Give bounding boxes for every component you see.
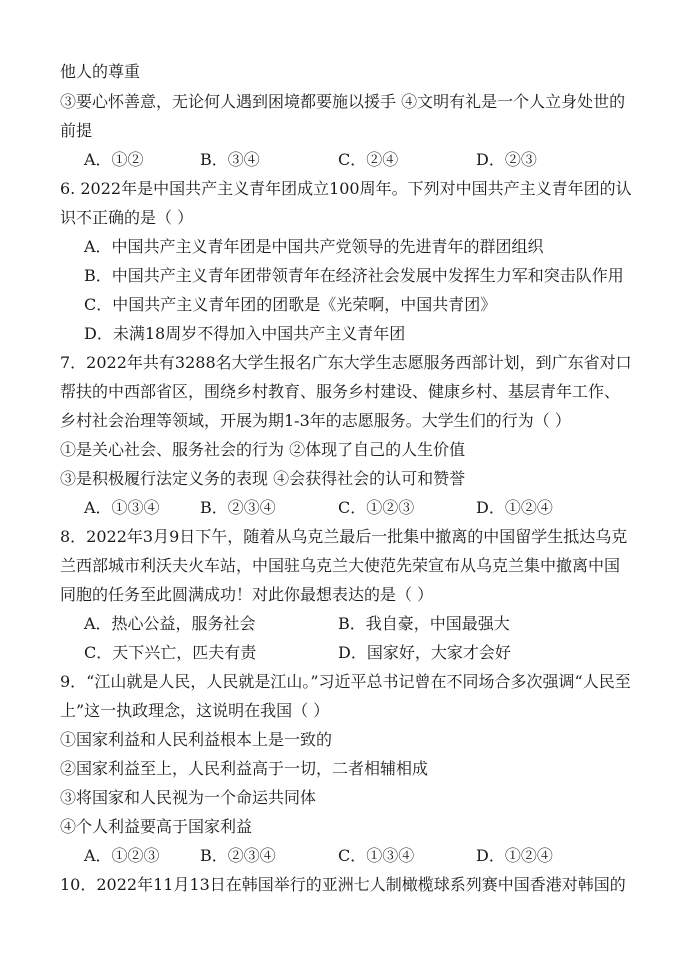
statement-line: ④个人利益要高于国家利益	[60, 817, 253, 836]
option-a: A．中国共产主义青年团是中国共产党领导的先进青年的群团组织	[84, 237, 544, 256]
option-b: B．②③④	[200, 846, 276, 865]
text-line: 他人的尊重	[60, 62, 141, 81]
question-10: 10．2022年11月13日在韩国举行的亚洲七人制橄榄球系列赛中国香港对韩国的	[60, 875, 626, 894]
option-b: B．③④	[200, 150, 260, 169]
text-line: 乡村社会治理等领域，开展为期1-3年的志愿服务。大学生们的行为（ ）	[60, 411, 571, 430]
statement-line: ①是关心社会、服务社会的行为 ②体现了自己的人生价值	[60, 440, 466, 459]
option-b: B．我自豪，中国最强大	[338, 614, 510, 633]
option-d: D．①②④	[476, 846, 553, 865]
option-d: D．未满18周岁不得加入中国共产主义青年团	[84, 324, 406, 343]
option-c: C．①②③	[338, 498, 415, 517]
option-a: A．①②	[84, 150, 144, 169]
option-c: C．②④	[338, 150, 399, 169]
option-a: A．①②③	[84, 846, 160, 865]
option-c: C．①③④	[338, 846, 415, 865]
option-d: D．①②④	[476, 498, 553, 517]
text-line: 上”这一执政理念，这说明在我国（ ）	[60, 701, 330, 720]
text-line: 识不正确的是（ ）	[60, 208, 194, 227]
question-6: 6. 2022年是中国共产主义青年团成立100周年。下列对中国共产主义青年团的认	[60, 179, 632, 198]
option-d: D．②③	[476, 150, 537, 169]
question-9: 9．“江山就是人民，人民就是江山。”习近平总书记曾在不同场合多次强调“人民至	[60, 672, 631, 691]
question-8: 8．2022年3月9日下午，随着从乌克兰最后一批集中撤离的中国留学生抵达乌克	[60, 527, 628, 546]
option-a: A．热心公益，服务社会	[84, 614, 256, 633]
text-line: 帮扶的中西部省区，围绕乡村教育、服务乡村建设、健康乡村、基层青年工作、	[60, 382, 621, 401]
statement-line: ①国家利益和人民利益根本上是一致的	[60, 730, 333, 749]
text-line: 同胞的任务至此圆满成功！对此你最想表达的是（ ）	[60, 585, 434, 604]
option-a: A．①③④	[84, 498, 160, 517]
option-c: C．中国共产主义青年团的团歌是《光荣啊，中国共青团》	[84, 295, 497, 314]
option-c: C．天下兴亡，匹夫有责	[84, 643, 257, 662]
statement-line: ③将国家和人民视为一个命运共同体	[60, 788, 317, 807]
statement-line: ②国家利益至上，人民利益高于一切，二者相辅相成	[60, 759, 429, 778]
text-line: 前提	[60, 121, 93, 140]
text-line: ③要心怀善意，无论何人遇到困境都要施以援手 ④文明有礼是一个人立身处世的	[60, 92, 626, 111]
option-b: B．中国共产主义青年团带领青年在经济社会发展中发挥生力军和突击队作用	[84, 266, 624, 285]
statement-line: ③是积极履行法定义务的表现 ④会获得社会的认可和赞誉	[60, 469, 466, 488]
question-7: 7．2022年共有3288名大学生报名广东大学生志愿服务西部计划，到广东省对口	[60, 353, 632, 372]
option-b: B．②③④	[200, 498, 276, 517]
text-line: 兰西部城市利沃夫火车站，中国驻乌克兰大使范先荣宣布从乌克兰集中撤离中国	[60, 556, 621, 575]
option-d: D．国家好，大家才会好	[338, 643, 511, 662]
